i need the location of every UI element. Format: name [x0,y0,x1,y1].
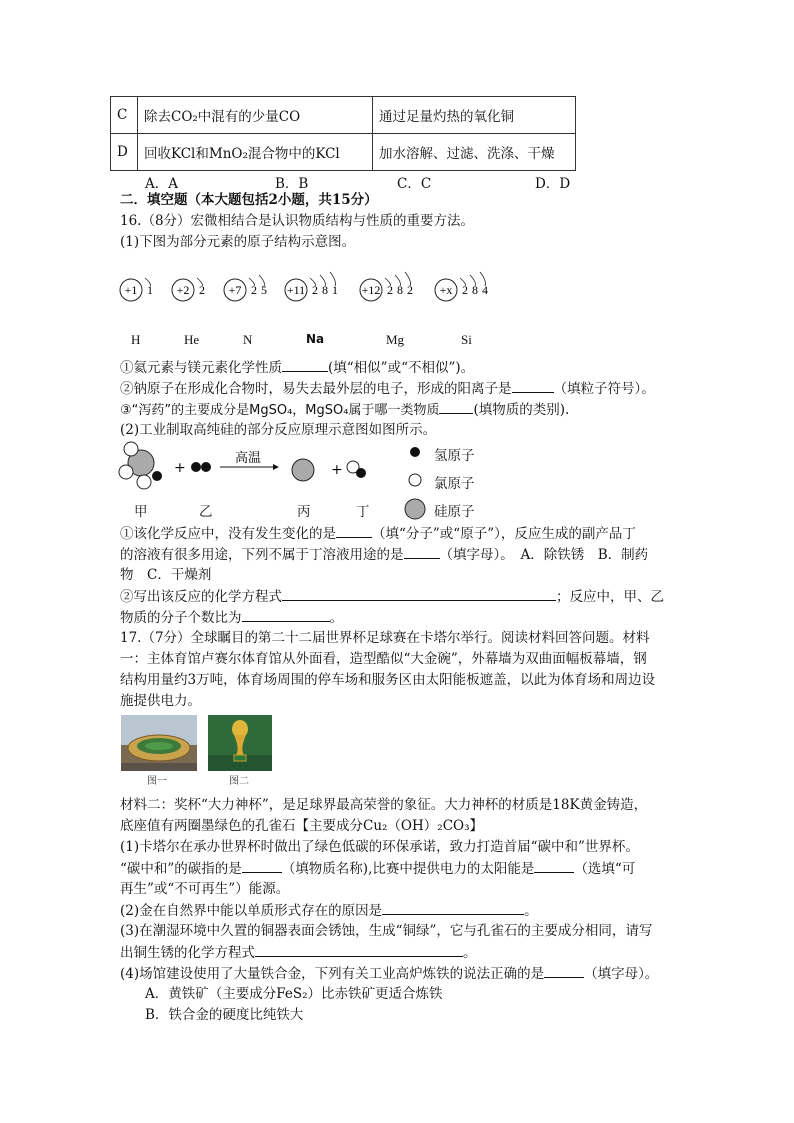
electron-count: 4 [482,283,488,297]
q17-material2-a: 材料二：奖杯“大力神杯”，是足球界最高荣誉的象征。大力神杯的材质是18K黄金铸造， [120,797,648,813]
electron-count: 2 [462,283,468,297]
row-label: C [111,97,138,134]
answer-blank[interactable] [534,858,574,873]
q17-material2-b: 底座值有两圈墨绿色的孔雀石【主要成分Cu₂（OH）₂CO₃】 [120,818,483,834]
q17-d1: (4)场馆建设使用了大量铁合金，下列有关工业高炉炼铁的说法正确的是 （填字母）。 [120,963,658,984]
reaction-condition: 高温 [235,451,262,466]
q17-option-a: A．黄铁矿（主要成分FeS₂）比赤铁矿更适合炼铁 [145,986,443,1002]
legend-silicon-icon [405,499,425,519]
answer-blank[interactable] [512,378,554,393]
answer-blank[interactable] [382,900,524,915]
q16-r5: 物质的分子个数比为 。 [120,607,343,628]
q17-line2: 一：主体育馆卢赛尔体育馆从外面看，造型酷似“大金碗”，外幕墙为双曲面幅板幕墙，钢 [120,651,647,667]
choice-d: D．D [535,176,571,192]
row-label: D [111,134,138,171]
q17-c1: (3)在潮湿环境中久置的铜器表面会锈蚀，生成“铜绿”，它与孔雀石的主要成分相同，请写 [120,923,653,939]
nucleus-charge: +7 [228,283,242,297]
answer-blank[interactable] [439,399,473,414]
electron-count: 5 [261,283,267,297]
choice-a: A．A [145,176,178,192]
row-method: 加水溶解、过滤、洗涤、干燥 [373,134,576,171]
nucleus-charge: +x [439,283,453,297]
table-row [111,97,576,134]
q16-r3: 物 C．干燥剂 [120,567,212,583]
nucleus-charge: +11 [286,283,306,297]
answer-blank[interactable] [404,544,440,559]
answer-blank[interactable] [544,963,584,978]
molecule-yi [191,462,211,472]
options-table [110,96,576,171]
molecule-ding [347,461,366,478]
legend-chlorine-icon [409,474,421,486]
atom-diagram-na [285,272,338,301]
trophy-photo [208,715,272,771]
q16-r1: ①该化学反应中，没有发生变化的是 （填“分子”或“原子”），反应生成的副产品丁 [120,523,636,544]
element-symbol-mg: Mg [386,332,405,347]
q17-line1: 17.（7分）全球瞩目的第二十二届世界杯足球赛在卡塔尔举行。阅读材料回答问题。材料 [120,630,650,646]
electron-count: 8 [472,283,478,297]
row-goal: 除去CO₂中混有的少量CO [138,97,373,134]
section-title: 二．填空题（本大题包括2小题，共15分） [120,192,378,208]
electron-count: 1 [332,283,338,297]
nucleus-charge: +12 [361,283,381,297]
q16-s2: ②钠原子在形成化合物时，易失去最外层的电子，形成的阳离子是 （填粒子符号）。 [120,378,655,399]
molecule-jia [119,442,162,489]
q16-part1-title: (1)下图为部分元素的原子结构示意图。 [120,234,356,250]
q16-r2: 的溶液有很多用途，下列不属于丁溶液用途的是 （填字母）。 A．除铁锈 B．制药 [120,544,648,565]
nucleus-charge: +1 [124,283,138,297]
legend-chlorine-label: 氯原子 [434,476,475,492]
nucleus-charge: +2 [176,283,190,297]
q16-head: 16.（8分）宏微相结合是认识物质结构与性质的重要方法。 [120,213,475,229]
q17-a2: “碳中和”的碳指的是 （填物质名称),比赛中提供电力的太阳能是 （选填“可 [120,858,635,879]
q16-r4: ②写出该反应的化学方程式 ；反应中，甲、乙 [120,586,664,607]
arrow-head [273,464,279,470]
row-goal: 回收KCl和MnO₂混合物中的KCl [138,134,373,171]
q17-line4: 施提供电力。 [120,693,201,709]
element-symbol-na: Na [306,332,325,346]
element-symbol-h: H [131,332,141,347]
plus-sign: + [174,460,186,476]
element-symbol-he: He [184,332,200,347]
electron-count: 2 [407,283,413,297]
electron-count: 1 [147,283,153,297]
species-yi: 乙 [199,504,213,520]
atom-diagram-n [224,275,267,301]
electron-count: 2 [387,283,393,297]
plus-sign: + [331,462,343,478]
legend-silicon-label: 硅原子 [434,504,475,520]
q17-a1: (1)卡塔尔在承办世界杯时做出了绿色低碳的环保承诺，致力打造首届“碳中和”世界杯。 [120,839,639,855]
row-method: 通过足量灼热的氧化铜 [373,97,576,134]
species-bing: 丙 [297,504,311,520]
atomic-structure-diagrams [115,258,505,322]
figure-1-caption: 图一 [147,776,167,787]
atom-diagram-si [435,272,488,301]
q17-c2: 出铜生锈的化学方程式 。 [120,942,477,963]
element-symbol-si: Si [461,332,472,347]
species-jia: 甲 [134,504,148,520]
element-symbol-n: N [243,332,253,347]
q17-a3: 再生”或“不可再生”）能源。 [120,881,290,897]
legend-hydrogen-icon [410,447,420,457]
q17-line3: 结构用量约3万吨，体育场周围的停车场和服务区由太阳能板遮盖，以此为体育场和周边设 [120,672,656,688]
figure-2-caption: 图二 [229,776,249,787]
species-ding: 丁 [356,504,370,520]
q16-part2-title: (2)工业制取高纯硅的部分反应原理示意图如图所示。 [120,422,437,438]
q16-s3: ③“泻药”的主要成分是MgSO₄，MgSO₄属于哪一类物质 (填物质的类别). [120,399,569,421]
answer-blank[interactable] [242,858,282,873]
answer-blank[interactable] [242,607,330,622]
stadium-photo [121,715,197,771]
electron-count: 8 [322,283,328,297]
choice-b: B．B [275,176,309,192]
q16-s1: ①氦元素与镁元素化学性质 (填“相似”或“不相似”)。 [120,357,474,378]
atom-diagram-mg [360,272,413,301]
atom-diagram-h [120,278,153,301]
legend-hydrogen-label: 氢原子 [434,448,475,464]
answer-blank[interactable] [282,357,328,372]
electron-count: 2 [199,283,205,297]
answer-blank[interactable] [255,942,463,957]
electron-count: 2 [251,283,257,297]
electron-count: 8 [397,283,403,297]
answer-blank[interactable] [336,523,372,538]
atom-diagram-he [172,278,205,301]
q17-b1: (2)金在自然界中能以单质形式存在的原因是 。 [120,900,538,921]
choice-c: C．C [397,176,432,192]
atom-si-bing [292,459,314,481]
answer-blank[interactable] [282,586,556,601]
q17-option-b: B．铁合金的硬度比纯铁大 [145,1007,304,1023]
table-row [111,134,576,171]
electron-count: 2 [312,283,318,297]
